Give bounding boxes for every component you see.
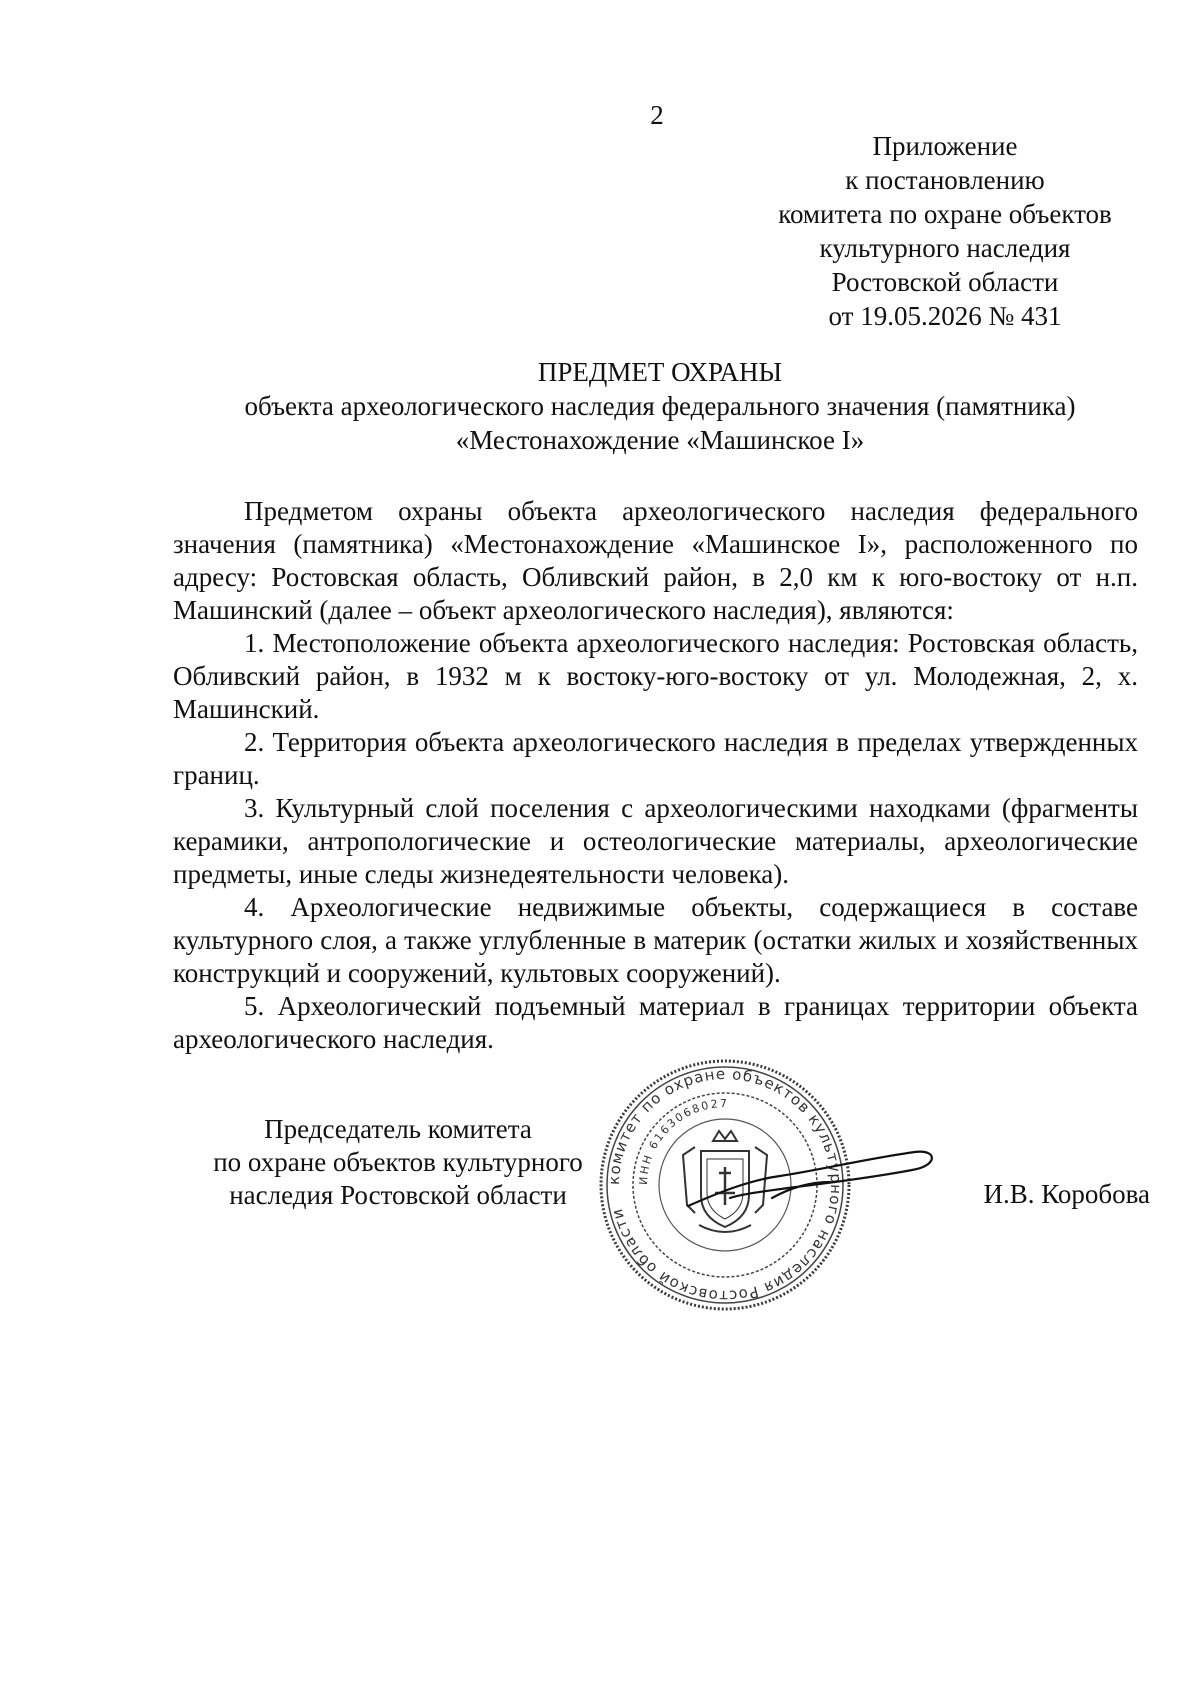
appendix-line: культурного наследия <box>819 233 1071 263</box>
document-body <box>173 495 1138 1056</box>
signature-position <box>168 1113 628 1212</box>
appendix-line: к постановлению <box>845 165 1045 195</box>
title-subtitle: объекта археологического наследия федерального значения (памятника) <box>244 391 1076 421</box>
intro-paragraph: Предметом охраны объекта археологического наследия федерального значения (памятника) «Местонахождение «Машинское I», расположенного по адресу: Ростовская область, Обливский район, в 2,0 км к юго-востоку от н.п. Машинский (далее – объект археологического наследия), являются: <box>173 496 1138 625</box>
list-item: 3. Культурный слой поселения с археологическими находками (фрагменты керамики, антропологические и остеологические материалы, археологические предметы, иные следы жизнедеятельности человека). <box>173 793 1138 889</box>
appendix-header <box>760 129 1130 333</box>
page-number: 2 <box>650 100 664 130</box>
title-heading: ПРЕДМЕТ ОХРАНЫ <box>537 357 783 387</box>
list-item: 1. Местоположение объекта археологического наследия: Ростовская область, Обливский район, в 1932 м к востоку-юго-востоку от ул. Молодежная, 2, х. Машинский. <box>173 628 1138 724</box>
signature-position-line: по охране объектов культурного <box>213 1147 583 1177</box>
signature-position-line: Председатель комитета <box>264 1114 532 1144</box>
list-item: 5. Археологический подъемный материал в границах территории объекта археологического наследия. <box>173 991 1138 1054</box>
appendix-line: комитета по охране объектов <box>778 199 1112 229</box>
document-title <box>170 355 1150 457</box>
signature-position-line: наследия Ростовской области <box>229 1180 567 1210</box>
list-item: 4. Археологические недвижимые объекты, содержащиеся в составе культурного слоя, а также углубленные в материк (остатки жилых и хозяйственных конструкций и сооружений, культовых сооружений). <box>173 892 1138 988</box>
appendix-line: Приложение <box>872 131 1018 161</box>
appendix-date-line: от 19.05.2026 № 431 <box>828 301 1062 331</box>
signer-name: И.В. Коробова <box>983 1179 1150 1209</box>
list-item: 2. Территория объекта археологического наследия в пределах утвержденных границ. <box>173 727 1138 790</box>
seal-inner-text: ИНН 6163068027 <box>636 1096 730 1186</box>
seal-outer-text: комитет по охране объектов культурного наследия Ростовской области <box>604 1064 846 1306</box>
title-object-name: «Местонахождение «Машинское I» <box>455 425 865 455</box>
appendix-line: Ростовской области <box>831 267 1059 297</box>
